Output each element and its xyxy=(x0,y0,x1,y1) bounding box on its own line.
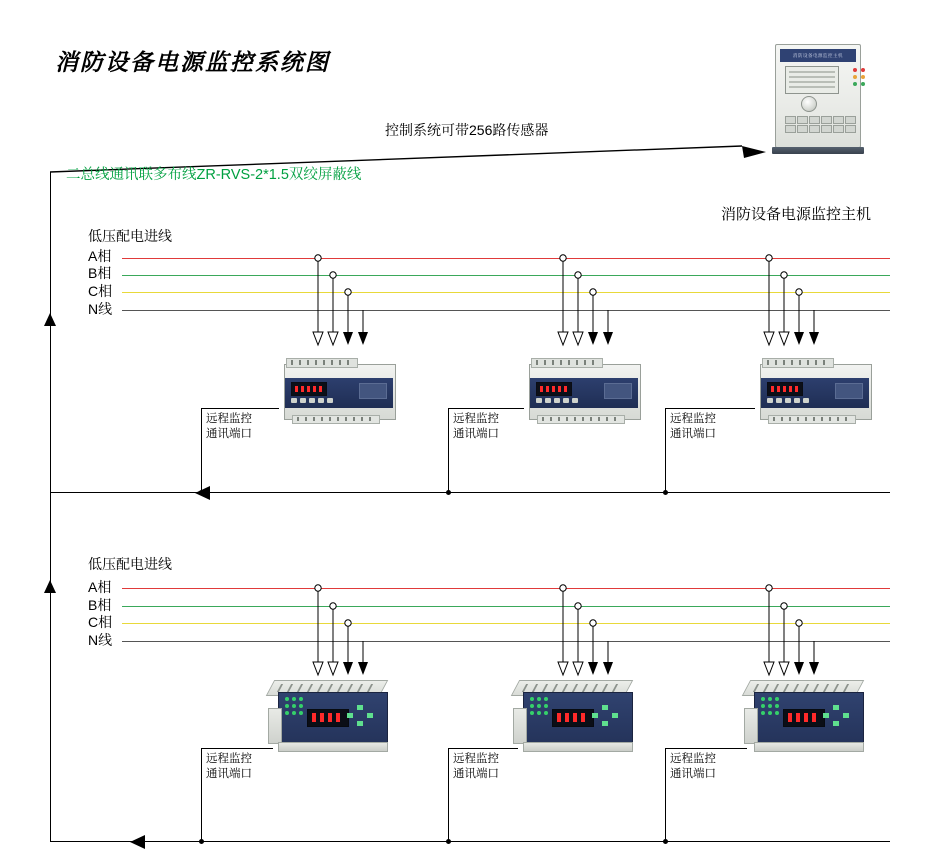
device-u1-terminal-bottom xyxy=(292,415,380,424)
host-base xyxy=(772,147,864,154)
phase-label-a-upper: A相 xyxy=(88,248,112,264)
port-lead-u1 xyxy=(201,408,279,409)
device-l3 xyxy=(744,678,870,752)
device-u1-indicator-block xyxy=(359,383,387,399)
host-caption: 消防设备电源监控主机 xyxy=(721,206,872,223)
junction-dot-l2 xyxy=(446,839,451,844)
port-label-l2: 远程监控 通讯端口 xyxy=(453,753,499,780)
device-u3-indicator-block xyxy=(835,383,863,399)
device-l3-side-bracket xyxy=(744,708,758,744)
port-stub-l3 xyxy=(665,748,666,842)
bus-wire-label: 二总线通讯联多布线ZR-RVS-2*1.5双绞屏蔽线 xyxy=(66,167,362,183)
main-bus-vertical xyxy=(50,172,51,842)
host-knob xyxy=(801,96,817,112)
device-u2-indicator-block xyxy=(604,383,632,399)
device-u3-terminal-top xyxy=(762,358,834,368)
device-l2-base xyxy=(523,742,633,752)
main-bus-bottom xyxy=(50,841,890,842)
tap-group-u3 xyxy=(756,250,836,355)
port-lead-l1 xyxy=(201,748,273,749)
tap-group-l3 xyxy=(756,580,836,685)
port-stub-u3 xyxy=(665,408,666,492)
device-u1-display xyxy=(291,382,327,396)
port-stub-u2 xyxy=(448,408,449,492)
bus-return-upper xyxy=(50,492,890,493)
phase-label-c-upper: C相 xyxy=(88,283,113,299)
tap-group-u1 xyxy=(305,250,385,355)
junction-dot-l3 xyxy=(663,839,668,844)
page-title: 消防设备电源监控系统图 xyxy=(55,50,330,75)
device-l1-display xyxy=(307,709,349,727)
port-lead-u2 xyxy=(448,408,524,409)
bus-arrow-left-upper xyxy=(195,486,210,500)
device-u3-display xyxy=(767,382,803,396)
phase-label-b-lower: B相 xyxy=(88,597,112,613)
device-u1-terminal-top xyxy=(286,358,358,368)
tap-group-u2 xyxy=(550,250,630,355)
device-u3-terminal-bottom xyxy=(768,415,856,424)
device-u2 xyxy=(521,356,647,426)
device-u3 xyxy=(752,356,878,426)
device-l3-display xyxy=(783,709,825,727)
port-lead-l2 xyxy=(448,748,518,749)
junction-dot-l1 xyxy=(199,839,204,844)
monitoring-host-panel xyxy=(775,44,861,148)
tap-group-l1 xyxy=(305,580,385,685)
device-l1-side-bracket xyxy=(268,708,282,744)
device-l1 xyxy=(268,678,394,752)
port-label-u2: 远程监控 通讯端口 xyxy=(453,413,499,440)
tap-group-l2 xyxy=(550,580,630,685)
phase-label-b-upper: B相 xyxy=(88,265,112,281)
device-u2-display xyxy=(536,382,572,396)
incoming-label-upper: 低压配电进线 xyxy=(88,228,172,244)
bus-arrow-left-bottom xyxy=(130,835,145,849)
port-label-l1: 远程监控 通讯端口 xyxy=(206,753,252,780)
port-label-l3: 远程监控 通讯端口 xyxy=(670,753,716,780)
device-l2-display xyxy=(552,709,594,727)
device-l2-body xyxy=(523,692,633,746)
device-l1-body xyxy=(278,692,388,746)
device-l2-keypad xyxy=(592,705,618,729)
port-label-u1: 远程监控 通讯端口 xyxy=(206,413,252,440)
phase-label-n-upper: N线 xyxy=(88,301,113,317)
port-stub-l2 xyxy=(448,748,449,842)
phase-label-a-lower: A相 xyxy=(88,579,112,595)
bus-arrow-up-lower xyxy=(44,580,56,593)
incoming-label-lower: 低压配电进线 xyxy=(88,556,172,572)
bus-capacity-label: 控制系统可带256路传感器 xyxy=(385,122,549,138)
device-l3-keypad xyxy=(823,705,849,729)
phase-label-n-lower: N线 xyxy=(88,632,113,648)
port-lead-l3 xyxy=(665,748,747,749)
port-label-u3: 远程监控 通讯端口 xyxy=(670,413,716,440)
device-l3-base xyxy=(754,742,864,752)
phase-label-c-lower: C相 xyxy=(88,614,113,630)
device-l1-keypad xyxy=(347,705,373,729)
device-u1 xyxy=(276,356,402,426)
device-l2 xyxy=(513,678,639,752)
port-stub-l1 xyxy=(201,748,202,842)
device-u2-terminal-bottom xyxy=(537,415,625,424)
port-stub-u1 xyxy=(201,408,202,492)
host-panel-header: 消防设备电源监控主机 xyxy=(780,49,856,62)
device-l3-body xyxy=(754,692,864,746)
host-display xyxy=(785,66,839,94)
bus-arrow-up-upper xyxy=(44,313,56,326)
device-u2-terminal-top xyxy=(531,358,603,368)
port-lead-u3 xyxy=(665,408,755,409)
device-l2-side-bracket xyxy=(513,708,527,744)
device-l1-base xyxy=(278,742,388,752)
